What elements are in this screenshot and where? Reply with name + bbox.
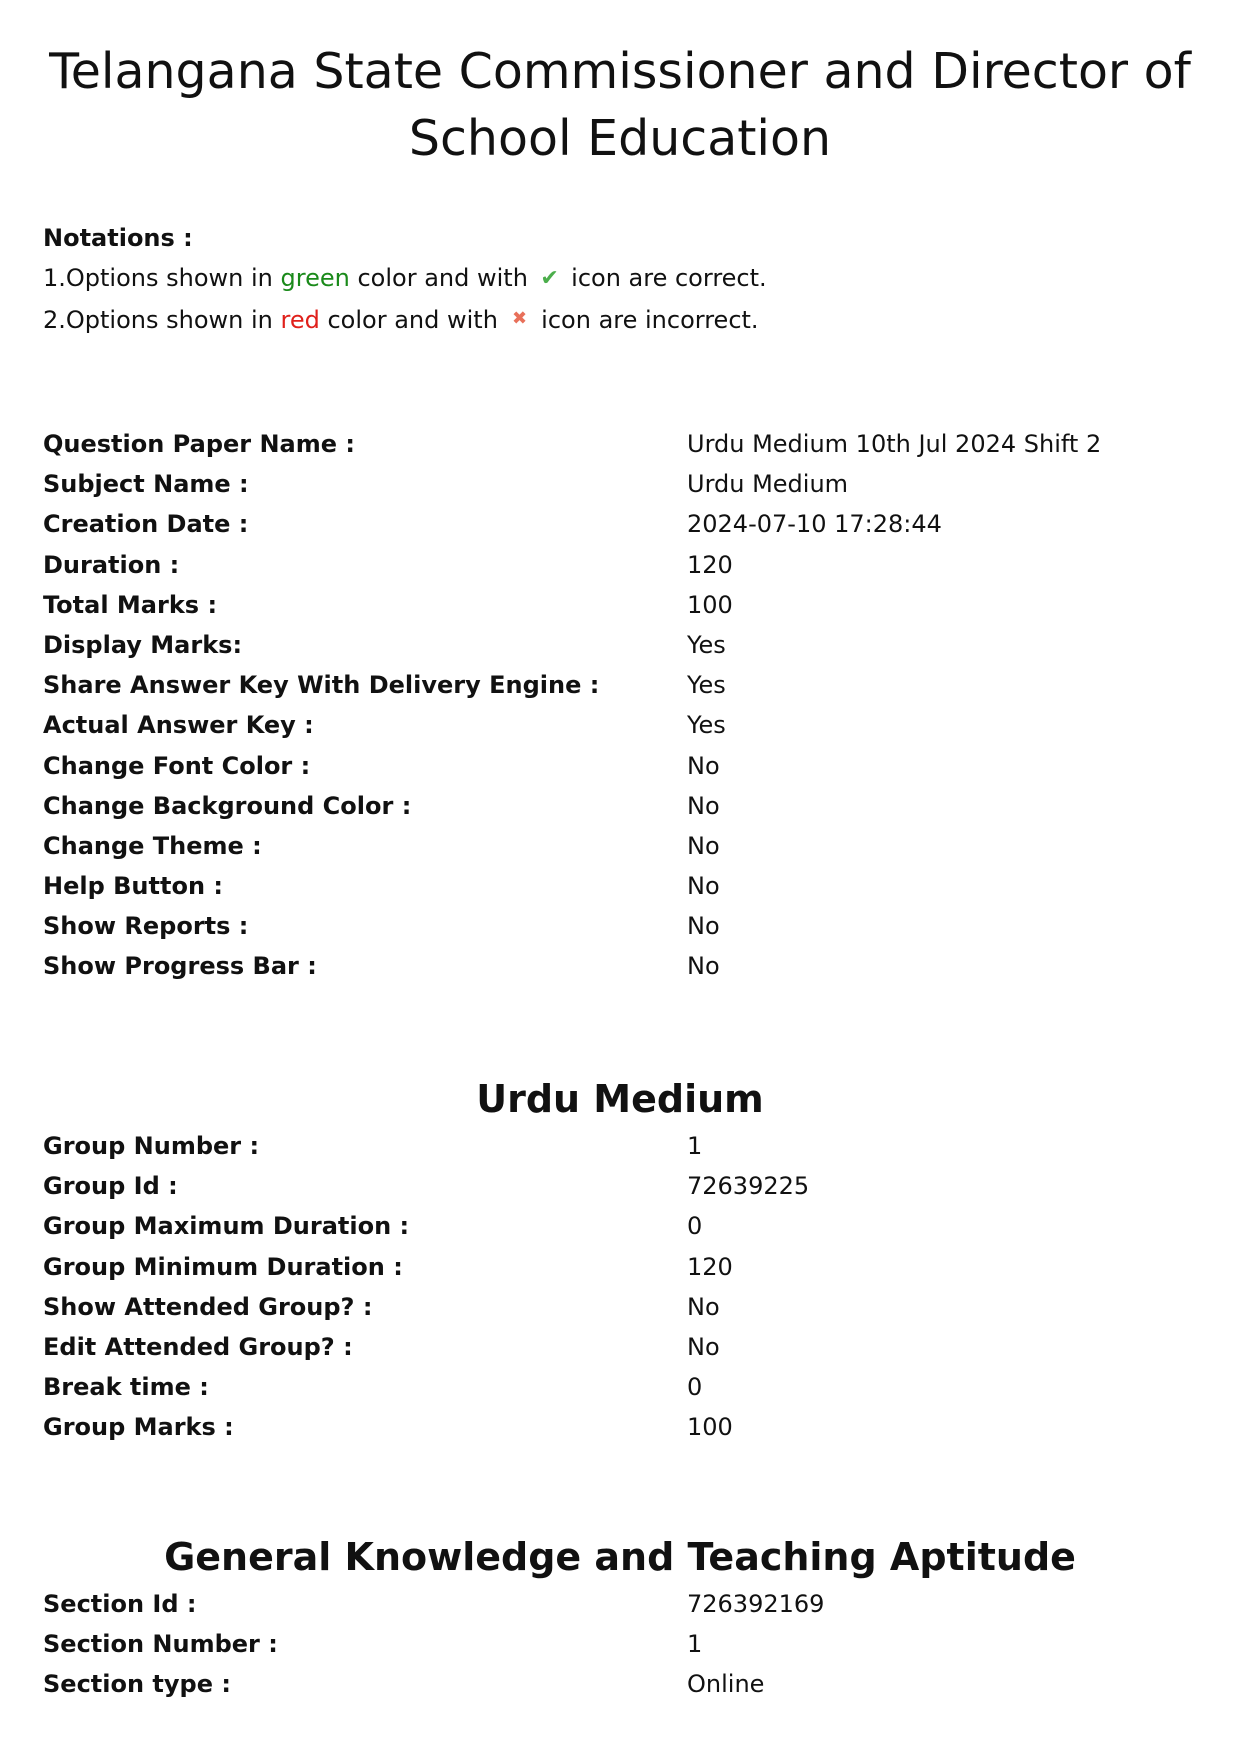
info-row [43,585,1101,625]
notations-block [43,218,767,340]
info-label: Group Number : [43,1132,260,1160]
info-value: No [687,1292,720,1321]
info-row [43,1287,809,1327]
info-value: No [687,1332,720,1361]
info-row [43,545,1101,585]
info-row [43,906,1101,946]
info-row [43,746,1101,786]
info-label: Change Font Color : [43,751,311,780]
info-label: Question Paper Name : [43,430,355,458]
notations-heading: Notations : [43,224,193,252]
info-value: No [687,872,720,901]
info-value: No [687,791,720,820]
group-title: Urdu Medium [476,1077,764,1121]
paper-info-table [43,424,1101,987]
info-label: Group Maximum Duration : [43,1212,410,1241]
info-label: Change Background Color : [43,791,412,820]
info-row [43,625,1101,665]
info-label: Section Number : [43,1630,278,1659]
info-value: No [687,912,720,941]
info-row [43,866,1101,906]
notation-red-word: red [280,306,320,334]
cross-icon: ✖ [512,308,528,329]
info-label: Creation Date : [43,510,249,539]
info-value: 1 [687,1132,703,1160]
info-row [43,424,1101,464]
info-row [43,705,1101,745]
info-value: No [687,831,720,860]
info-row [43,826,1101,866]
section-info-table [43,1584,824,1705]
info-value: Yes [687,711,726,740]
info-value: 72639225 [687,1172,810,1201]
info-row [43,1126,809,1166]
info-value: Yes [687,671,726,700]
info-label: Section Id : [43,1590,197,1618]
info-row [43,786,1101,826]
notation-incorrect [43,299,767,340]
info-value: 100 [687,590,733,619]
info-label: Duration : [43,550,180,579]
info-label: Actual Answer Key : [43,711,314,740]
notation-green-word: green [280,264,350,292]
info-label: Edit Attended Group? : [43,1332,353,1361]
info-row [43,1166,809,1206]
notation-correct-prefix: 1.Options shown in [43,264,281,292]
info-value: 120 [687,550,733,579]
notation-correct-suffix: icon are correct. [563,264,767,292]
info-row [43,464,1101,504]
notation-correct [43,258,767,299]
info-label: Show Attended Group? : [43,1292,373,1321]
info-row [43,1624,824,1664]
info-value: Yes [687,630,726,659]
info-row [43,665,1101,705]
info-value: 0 [687,1373,703,1402]
info-value: No [687,751,720,780]
info-value: 2024-07-10 17:28:44 [687,510,942,539]
info-label: Break time : [43,1373,209,1402]
notation-incorrect-prefix: 2.Options shown in [43,306,281,334]
info-row [43,1407,809,1447]
info-value: No [687,952,720,981]
info-label: Change Theme : [43,831,262,860]
info-label: Display Marks: [43,630,243,659]
notation-incorrect-middle: color and with [319,306,506,334]
info-label: Show Reports : [43,912,249,941]
info-row [43,504,1101,544]
info-row [43,1584,824,1624]
info-row [43,1247,809,1287]
info-label: Share Answer Key With Delivery Engine : [43,671,600,700]
info-row [43,1664,824,1704]
info-value: 0 [687,1212,703,1241]
info-label: Subject Name : [43,470,249,499]
info-value: Urdu Medium [687,470,849,499]
section-title: General Knowledge and Teaching Aptitude [164,1535,1076,1579]
notation-correct-middle: color and with [349,264,536,292]
info-label: Show Progress Bar : [43,952,317,981]
info-label: Group Minimum Duration : [43,1252,403,1281]
notation-incorrect-suffix: icon are incorrect. [533,306,759,334]
page-title: Telangana State Commissioner and Director of School Education [49,43,1191,167]
check-icon: ✔ [540,266,559,291]
info-label: Group Marks : [43,1413,234,1442]
group-info-table [43,1126,809,1448]
info-label: Help Button : [43,872,223,901]
info-label: Section type : [43,1670,231,1699]
info-label: Total Marks : [43,590,218,619]
info-value: Online [687,1670,765,1699]
info-value: Urdu Medium 10th Jul 2024 Shift 2 [687,430,1102,458]
info-row [43,1206,809,1246]
info-row [43,1367,809,1407]
info-value: 100 [687,1413,733,1442]
info-row [43,946,1101,986]
info-value: 120 [687,1252,733,1281]
info-value: 726392169 [687,1590,825,1618]
info-value: 1 [687,1630,703,1659]
info-row [43,1327,809,1367]
info-label: Group Id : [43,1172,178,1201]
